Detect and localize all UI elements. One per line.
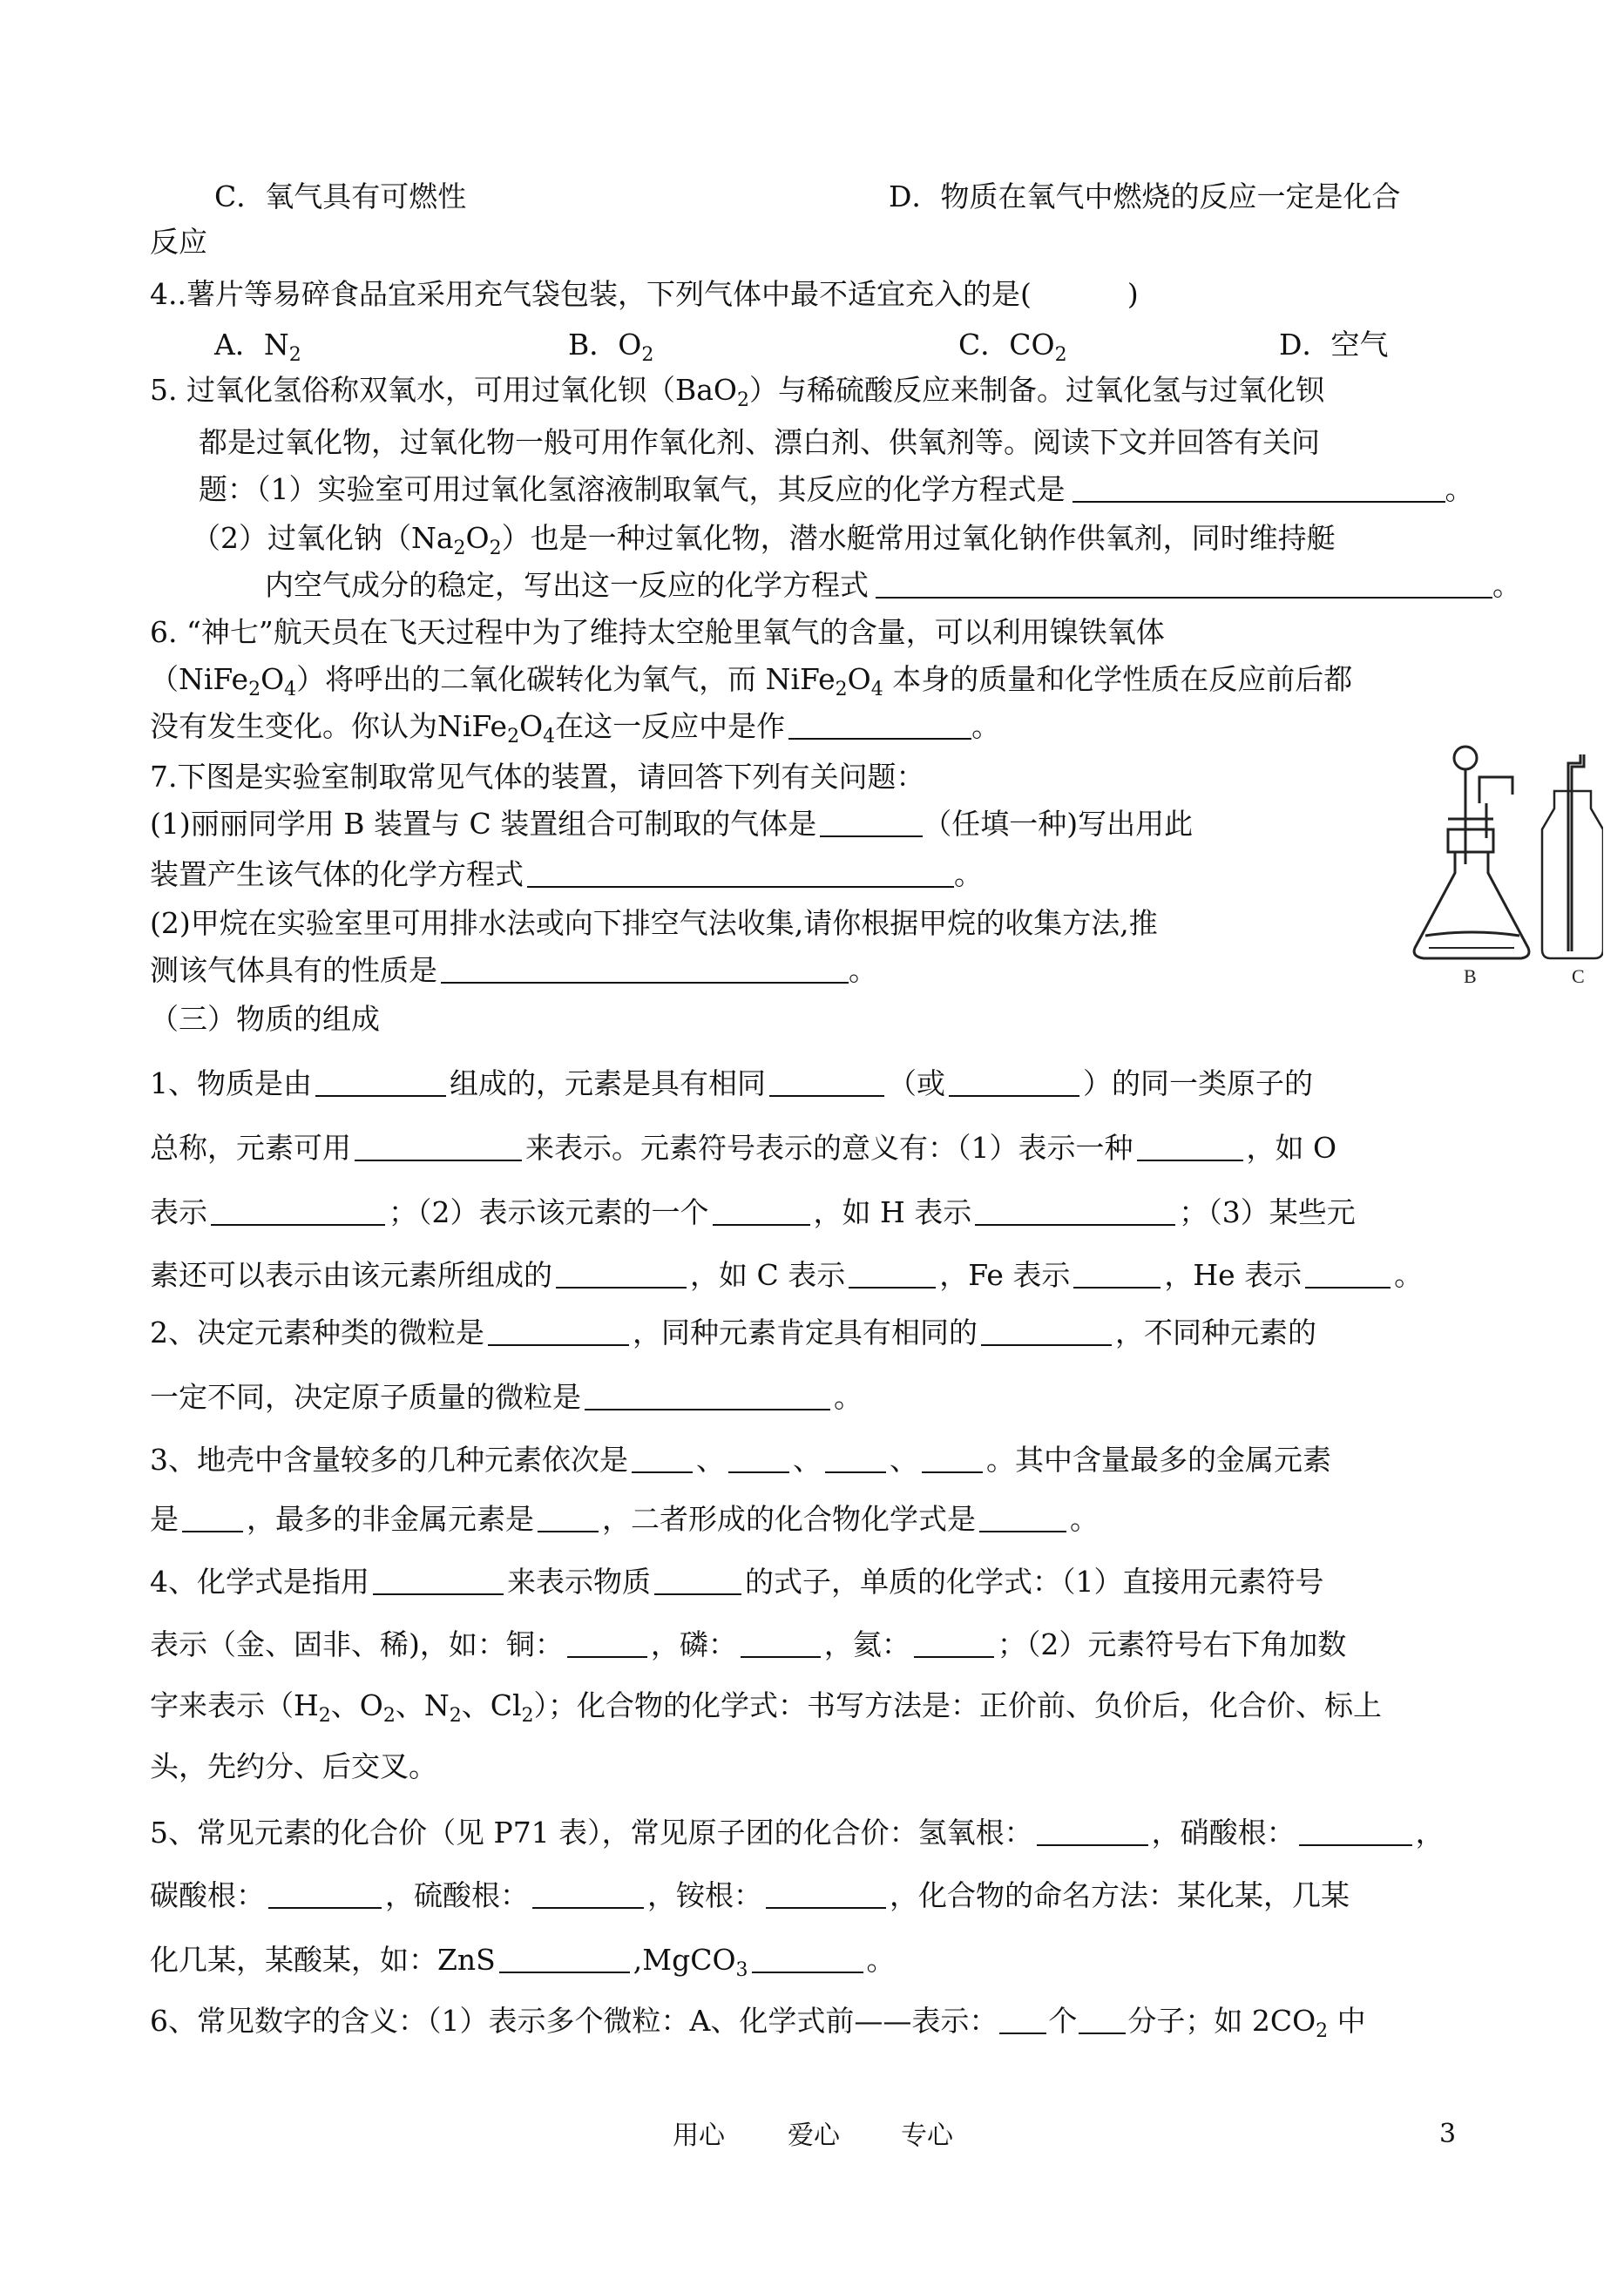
- q5-l4a: （2）过氧化钠（Na: [192, 521, 454, 555]
- p4-sub-cl: 2: [521, 1705, 534, 1727]
- q4-option-b: [568, 326, 653, 364]
- p5-line-1: [150, 1814, 1445, 1852]
- q5-l4b: O: [465, 521, 490, 555]
- p2-blank-2[interactable]: [981, 1318, 1112, 1346]
- p6-blank-1[interactable]: [999, 2006, 1046, 2034]
- q4-opt-b-text: B．O: [568, 328, 642, 362]
- p4-sub-n: 2: [449, 1705, 462, 1727]
- q6-l3-sub2: 4: [543, 726, 556, 747]
- q4-opt-c-sub: 2: [1054, 344, 1067, 366]
- q6-l2c: ）将呼出的二氧化碳转化为氧气，而 NiFe: [296, 662, 836, 696]
- q4-opt-a-sub: 2: [288, 344, 301, 366]
- p2-line-2: [150, 1378, 863, 1417]
- p4-c4: 、Cl: [461, 1688, 522, 1722]
- p5-blank-4[interactable]: [532, 1881, 644, 1909]
- p1-blank-10[interactable]: [849, 1261, 936, 1289]
- q6-l3-sub1: 2: [507, 726, 520, 747]
- q5-l4c: ）也是一种过氧化物，潜水艇常用过氧化钠作供氧剂，同时维持艇: [501, 521, 1336, 555]
- q6-l2a: （NiFe: [150, 662, 249, 696]
- p4-blank-3[interactable]: [567, 1630, 647, 1658]
- p2-a2: ，同种元素肯定具有相同的: [633, 1316, 978, 1349]
- q7-l5-text: 测该气体具有的性质是: [150, 953, 437, 987]
- p5-blank-3[interactable]: [268, 1881, 382, 1909]
- p2-b2: 。: [834, 1380, 863, 1414]
- q7-l2b: （任填一种)写出用此: [923, 807, 1194, 841]
- q6-l2b: O: [261, 662, 285, 696]
- p5-b2: ，硫酸根：: [385, 1878, 529, 1912]
- p3-line-1: [150, 1441, 1331, 1479]
- p1-a1: 1、物质是由: [150, 1066, 312, 1100]
- q6-l2d: O: [847, 662, 871, 696]
- q7-equation-blank[interactable]: [527, 860, 954, 888]
- p3-sep-1: 、: [696, 1443, 725, 1477]
- q6-l2-sub3: 2: [835, 679, 848, 700]
- q4-opt-c-text: C．CO: [958, 328, 1055, 362]
- p2-a3: ，不同种元素的: [1115, 1316, 1316, 1349]
- q3-option-d: D．物质在氧气中燃烧的反应一定是化合: [889, 179, 1401, 213]
- p5-blank-6[interactable]: [499, 1945, 630, 1973]
- q7-line-4: (2)甲烷在实验室里可用排水法或向下排空气法收集,请你根据甲烷的收集方法,推: [150, 906, 1158, 940]
- p6-a5: 中: [1328, 2004, 1366, 2038]
- label-b: B: [1464, 965, 1477, 983]
- q6-l2-sub1: 2: [248, 679, 261, 700]
- p3-blank-7[interactable]: [979, 1505, 1066, 1532]
- q5-l5-end: 。: [1492, 568, 1521, 602]
- p3-b1: 是: [150, 1502, 179, 1536]
- p4-b3: ，氦：: [823, 1627, 910, 1661]
- q4-option-d: D．空气: [1279, 328, 1389, 362]
- p1-blank-3[interactable]: [949, 1069, 1079, 1097]
- q4-stem-text: 4..薯片等易碎食品宜采用充气袋包装，下列气体中最不适宜充入的是(: [150, 277, 1032, 311]
- q6-line-3: [150, 707, 1000, 746]
- p1-d3: ，Fe 表示: [939, 1258, 1071, 1292]
- q6-l3a: 没有发生变化。你认为NiFe: [150, 709, 508, 743]
- p4-sub-h: 2: [318, 1705, 331, 1727]
- p1-blank-9[interactable]: [556, 1261, 687, 1289]
- q5-line-2: 都是过氧化物，过氧化物一般可用作氧化剂、漂白剂、供氧剂等。阅读下文并回答有关问: [199, 425, 1320, 459]
- footer-word-2: 爱心: [788, 2121, 840, 2151]
- q4-opt-b-sub: 2: [641, 344, 654, 366]
- p5-a3: ，: [1415, 1816, 1445, 1850]
- section-3-heading: （三）物质的组成: [150, 1002, 380, 1036]
- q7-line-2: [150, 805, 1193, 843]
- p1-line-4: [150, 1256, 1423, 1295]
- p3-blank-6[interactable]: [538, 1505, 599, 1532]
- q6-answer-blank[interactable]: [788, 712, 971, 740]
- q7-l3-text: 装置产生该气体的化学方程式: [150, 857, 524, 891]
- page-number: 3: [1439, 2119, 1457, 2149]
- p4-b1: 表示（金、固非、稀)，如：铜：: [150, 1627, 564, 1661]
- p3-blank-3[interactable]: [825, 1445, 886, 1473]
- p2-a1: 2、决定元素种类的微粒是: [150, 1316, 484, 1349]
- q5-line-3: [199, 470, 1474, 509]
- p1-line-1: [150, 1065, 1313, 1103]
- q6-line-2: [150, 660, 1352, 699]
- p4-c3: 、N: [395, 1688, 450, 1722]
- q5-answer-blank-2[interactable]: [876, 571, 1492, 599]
- p4-line-2: [150, 1626, 1346, 1664]
- p1-b2: 来表示。元素符号表示的意义有：（1）表示一种: [525, 1131, 1133, 1165]
- p6-a3: 分子；如 2CO: [1127, 2004, 1316, 2038]
- q7-l5-end: 。: [849, 953, 877, 987]
- p1-blank-2[interactable]: [769, 1069, 884, 1097]
- q5-l1-sub: 2: [736, 389, 749, 411]
- p1-a4: ）的同一类原子的: [1083, 1066, 1313, 1100]
- q5-l3-end: 。: [1445, 472, 1474, 506]
- p5-c2: ,MgCO: [633, 1943, 736, 1977]
- p2-blank-3[interactable]: [585, 1383, 830, 1410]
- p3-a2: 。其中含量最多的金属元素: [986, 1443, 1331, 1477]
- question-4-stem: [150, 275, 1139, 314]
- q6-l2e: 本身的质量和化学性质在反应前后都: [883, 662, 1353, 696]
- q7-line-1: 7.下图是实验室制取常见气体的装置，请回答下列有关问题：: [150, 760, 925, 794]
- footer-word-3: 专心: [901, 2121, 953, 2151]
- p4-blank-5[interactable]: [914, 1630, 994, 1658]
- p4-b4: ；（2）元素符号右下角加数: [997, 1627, 1347, 1661]
- p3-b4: 。: [1070, 1502, 1099, 1536]
- p3-b3: ，二者形成的化合物化学式是: [602, 1502, 976, 1536]
- p1-blank-11[interactable]: [1073, 1261, 1160, 1289]
- label-c: C: [1572, 965, 1585, 983]
- p1-blank-5[interactable]: [1137, 1133, 1243, 1161]
- p5-blank-2[interactable]: [1299, 1818, 1412, 1846]
- q6-line-1: 6. “神七”航天员在飞天过程中为了维持太空舱里氧气的含量，可以利用镍铁氧体: [150, 615, 1165, 649]
- p1-blank-1[interactable]: [315, 1069, 446, 1097]
- q4-option-c: [958, 326, 1067, 364]
- p6-a1: 6、常见数字的含义：（1）表示多个微粒：A、化学式前——表示：: [150, 2004, 998, 2038]
- p1-c2: ；（2）表示该元素的一个: [389, 1195, 709, 1229]
- p1-d1: 素还可以表示由该元素所组成的: [150, 1258, 552, 1292]
- q6-l2-sub2: 4: [284, 679, 297, 700]
- p6-a2: 个: [1048, 2004, 1078, 2038]
- p2-b1: 一定不同，决定原子质量的微粒是: [150, 1380, 581, 1414]
- p1-d4: ，He 表示: [1164, 1258, 1303, 1292]
- q5-answer-blank-1[interactable]: [1073, 475, 1445, 503]
- q7-l3-end: 。: [954, 857, 983, 891]
- q5-l1a: 5. 过氧化氢俗称双氧水，可用过氧化钡（BaO: [150, 373, 737, 407]
- p4-b2: ，磷：: [650, 1627, 737, 1661]
- q6-l3b: O: [519, 709, 544, 743]
- p1-blank-12[interactable]: [1305, 1261, 1391, 1289]
- p1-blank-6[interactable]: [211, 1198, 385, 1226]
- p5-blank-5[interactable]: [766, 1881, 886, 1909]
- q4-option-a: [214, 326, 301, 364]
- p1-c3: ，如 H 表示: [813, 1195, 972, 1229]
- p3-sep-3: 、: [890, 1443, 918, 1477]
- p4-blank-4[interactable]: [741, 1630, 821, 1658]
- footer-word-1: 用心: [673, 2121, 725, 2151]
- p4-blank-1[interactable]: [373, 1567, 504, 1595]
- q3-option-d-continued: 反应: [150, 225, 207, 259]
- q5-l5-text: 内空气成分的稳定，写出这一反应的化学方程式: [265, 568, 869, 602]
- p4-line-4: 头，先约分、后交叉。: [150, 1749, 437, 1783]
- p5-b4: ，化合物的命名方法：某化某，几某: [890, 1878, 1350, 1912]
- q7-line-5: [150, 951, 877, 990]
- p3-blank-5[interactable]: [182, 1505, 243, 1532]
- q5-l4-sub1: 2: [453, 538, 466, 559]
- p4-sub-o: 2: [382, 1705, 396, 1727]
- p2-blank-1[interactable]: [488, 1318, 629, 1346]
- p3-blank-1[interactable]: [632, 1445, 693, 1473]
- p4-a1: 4、化学式是指用: [150, 1565, 369, 1599]
- p5-a1: 5、常见元素的化合价（见 P71 表），常见原子团的化合价：氢氧根：: [150, 1816, 1033, 1850]
- q5-l3-text: 题：（1）实验室可用过氧化氢溶液制取氧气，其反应的化学方程式是: [199, 472, 1066, 506]
- q5-line-1: [150, 371, 1324, 409]
- q7-gas-blank[interactable]: [820, 809, 923, 837]
- p6-sub-2: 2: [1316, 2020, 1329, 2042]
- p4-c5: ）；化合物的化学式：书写方法是：正价前、负价后，化合价、标上: [533, 1688, 1383, 1722]
- q5-line-5: [265, 566, 1521, 605]
- p1-b1: 总称，元素可用: [150, 1131, 351, 1165]
- p6-blank-2[interactable]: [1079, 2006, 1126, 2034]
- p3-sep-2: 、: [793, 1443, 822, 1477]
- q6-l2-sub4: 4: [870, 679, 883, 700]
- p1-c1: 表示: [150, 1195, 207, 1229]
- p4-line-3: [150, 1687, 1382, 1725]
- p4-blank-2[interactable]: [654, 1567, 741, 1595]
- p5-b3: ，铵根：: [647, 1878, 762, 1912]
- p1-d5: 。: [1394, 1258, 1424, 1292]
- q7-property-blank[interactable]: [441, 956, 849, 984]
- q6-l3-end: 。: [971, 709, 1001, 743]
- p5-b1: 碳酸根：: [150, 1878, 265, 1912]
- p3-a1: 3、地壳中含量较多的几种元素依次是: [150, 1443, 628, 1477]
- q5-l4-sub2: 2: [489, 538, 502, 559]
- p5-line-2: [150, 1877, 1350, 1915]
- p5-blank-7[interactable]: [752, 1945, 863, 1973]
- q7-line-3: [150, 856, 983, 894]
- p4-a3: 的式子，单质的化学式：（1）直接用元素符号: [745, 1565, 1324, 1599]
- p1-blank-8[interactable]: [975, 1198, 1175, 1226]
- p4-a2: 来表示物质: [507, 1565, 651, 1599]
- p2-line-1: [150, 1314, 1316, 1352]
- q7-l2a: (1)丽丽同学用 B 装置与 C 装置组合可制取的气体是: [150, 807, 817, 841]
- p3-b2: ，最多的非金属元素是: [247, 1502, 534, 1536]
- p3-line-2: [150, 1500, 1099, 1539]
- p1-blank-7[interactable]: [713, 1198, 810, 1226]
- p1-line-3: [150, 1194, 1356, 1232]
- p5-line-3: [150, 1941, 896, 1979]
- p4-c2: 、O: [330, 1688, 383, 1722]
- p1-c4: ；（3）某些元: [1179, 1195, 1356, 1229]
- q4-opt-a-text: A．N: [214, 328, 289, 362]
- p1-a3: （或: [888, 1066, 945, 1100]
- p5-c4: 。: [866, 1943, 896, 1977]
- q5-l1b: ）与稀硫酸反应来制备。过氧化氢与过氧化钡: [748, 373, 1324, 407]
- p4-c1: 字来表示（H: [150, 1688, 319, 1722]
- p6-line-1: [150, 2002, 1366, 2040]
- gas-apparatus-figure: [1394, 742, 1603, 983]
- p1-d2: ，如 C 表示: [690, 1258, 846, 1292]
- p5-a2: ，硝酸根：: [1151, 1816, 1296, 1850]
- p3-blank-4[interactable]: [922, 1445, 983, 1473]
- p5-blank-1[interactable]: [1037, 1818, 1148, 1846]
- q6-l3c: 在这一反应中是作: [555, 709, 786, 743]
- p5-c1: 化几某，某酸某，如：ZnS: [150, 1943, 496, 1977]
- p3-blank-2[interactable]: [728, 1445, 789, 1473]
- q4-close-paren: ): [1127, 277, 1139, 311]
- q3-option-c: C．氧气具有可燃性: [214, 179, 467, 213]
- p5-sub-3: 3: [735, 1959, 748, 1981]
- p4-line-1: [150, 1563, 1324, 1601]
- q5-line-4: [192, 519, 1336, 558]
- p1-b3: ，如 O: [1246, 1131, 1337, 1165]
- p1-blank-4[interactable]: [355, 1133, 522, 1161]
- p1-line-2: [150, 1129, 1336, 1167]
- p1-a2: 组成的，元素是具有相同: [450, 1066, 766, 1100]
